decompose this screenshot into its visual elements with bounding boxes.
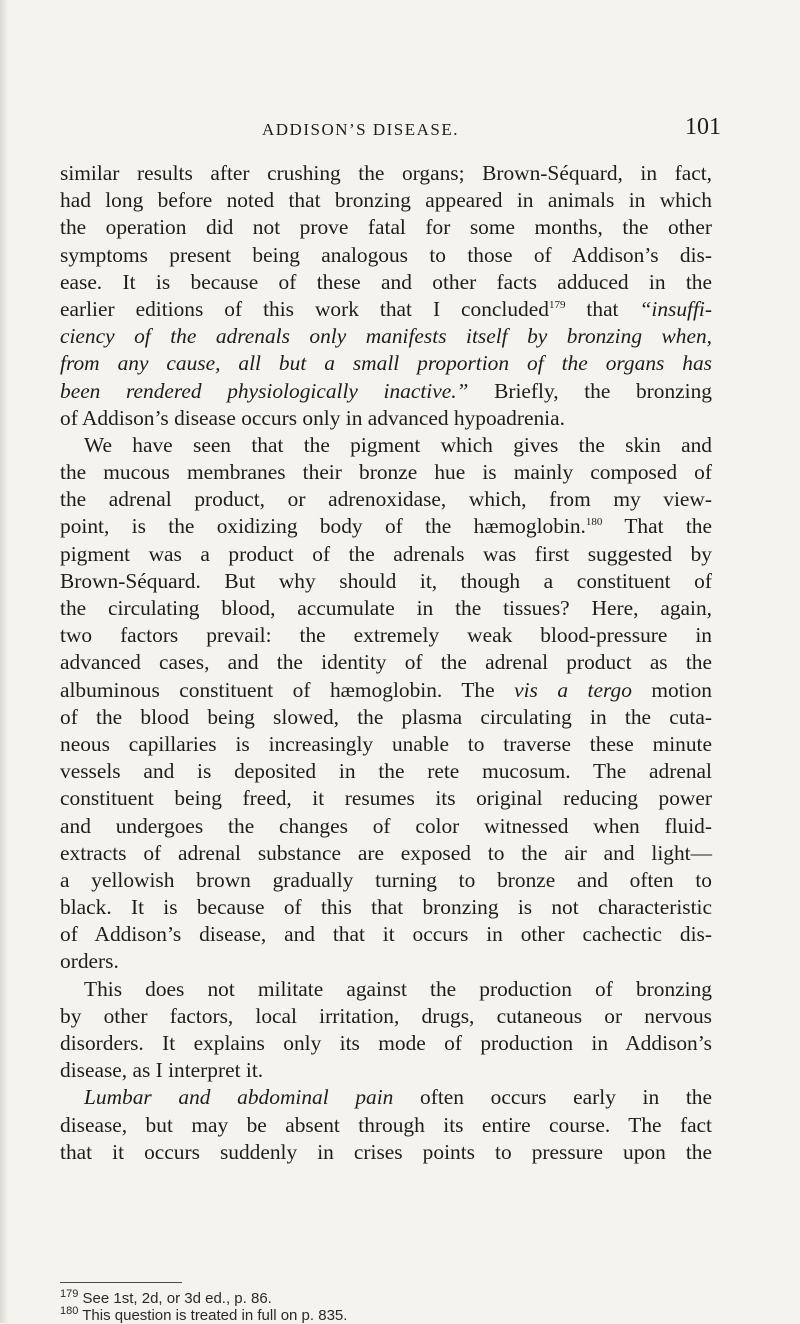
text-line: This does not militate against the production of bronzing xyxy=(84,976,712,1001)
running-title: ADDISON’S DISEASE. xyxy=(262,120,460,139)
text-line xyxy=(60,296,712,323)
text-line: the circulating blood, accumulate in the tissues? Here, again, xyxy=(60,596,712,620)
italic-quote: from any cause, all but a small proportion of the organs has xyxy=(60,351,712,376)
text-line: a yellowish brown gradually turning to bronze and often to xyxy=(60,867,712,892)
text-line: similar results after crushing the organs; Brown-Séquard, in fact, xyxy=(60,161,712,185)
text-line: pigment was a product of the adrenals was first suggested by xyxy=(60,541,712,566)
text-line-italic xyxy=(60,323,712,350)
text-line-italic xyxy=(60,350,712,377)
running-head xyxy=(0,114,800,144)
text-line: of Addison’s disease occurs only in advanced hypoadrenia. xyxy=(60,405,565,430)
text-line: and undergoes the changes of color witnessed when fluid- xyxy=(60,813,712,838)
footnote-divider xyxy=(60,1282,182,1283)
text-line: ease. It is because of these and other facts adduced in the xyxy=(60,269,712,294)
footnote-number: 179 xyxy=(60,1288,79,1300)
text-line: two factors prevail: the extremely weak blood-pressure in xyxy=(60,623,712,648)
text-line xyxy=(60,1084,712,1111)
footnote-ref-180: 180 xyxy=(585,516,603,529)
text-line: orders. xyxy=(60,949,119,974)
text-line: disease, as I interpret it. xyxy=(60,1058,264,1083)
text-line: that it occurs suddenly in crises points to pressure upon the xyxy=(60,1139,712,1164)
text-line xyxy=(60,513,712,540)
footnotes xyxy=(60,1290,760,1324)
text-line: the mucous membranes their bronze hue is mainly composed of xyxy=(60,460,712,485)
text-line: Brown-Séquard. But why should it, though a constituent of xyxy=(60,568,712,593)
italic-quote: ciency of the adrenals only manifests itself by bronzing when, xyxy=(60,324,712,349)
text-segment: albuminous constituent of hæmoglobin. The xyxy=(60,677,515,702)
text-segment: that xyxy=(565,296,640,321)
text-line: advanced cases, and the identity of the adrenal product as the xyxy=(60,650,712,675)
text-line xyxy=(60,378,712,405)
text-line xyxy=(60,677,712,704)
italic-heading: Lumbar and abdominal pain xyxy=(84,1085,394,1110)
footnote-ref-179: 179 xyxy=(548,298,566,311)
footnote-text: This question is treated in full on p. 835. xyxy=(82,1307,348,1324)
text-line: constituent being freed, it resumes its original reducing power xyxy=(60,786,712,811)
text-line: of Addison’s disease, and that it occurs in other cachectic dis- xyxy=(60,922,712,947)
italic-quote: “insuffi- xyxy=(639,296,712,321)
text-line: the operation did not prove fatal for some months, the other xyxy=(60,215,712,240)
text-line: neous capillaries is increasingly unable to traverse these minute xyxy=(60,731,712,756)
footnote-179 xyxy=(60,1290,760,1307)
page-number: 101 xyxy=(685,114,721,140)
text-line: of the blood being slowed, the plasma circulating in the cuta- xyxy=(60,704,712,729)
text-segment: motion xyxy=(631,677,712,702)
text-line: had long before noted that bronzing appeared in animals in which xyxy=(60,188,712,213)
body-text xyxy=(60,160,712,1166)
text-line: disorders. It explains only its mode of production in Addison’s xyxy=(60,1031,712,1055)
footnote-text: See 1st, 2d, or 3d ed., p. 86. xyxy=(82,1290,272,1307)
footnote-180 xyxy=(60,1307,760,1324)
text-line: the adrenal product, or adrenoxidase, which, from my view- xyxy=(60,487,712,512)
italic-phrase: vis a tergo xyxy=(514,677,632,702)
text-line: black. It is because of this that bronzing is not characteristic xyxy=(60,895,712,920)
text-segment: earlier editions of this work that I concluded xyxy=(60,296,549,321)
text-segment: That the xyxy=(602,514,712,539)
text-segment: point, is the oxidizing body of the hæmoglobin. xyxy=(60,514,586,539)
text-line: vessels and is deposited in the rete mucosum. The adrenal xyxy=(60,759,712,784)
footnote-number: 180 xyxy=(60,1305,79,1317)
text-line: disease, but may be absent through its entire course. The fact xyxy=(60,1112,712,1137)
text-line: We have seen that the pigment which gives the skin and xyxy=(84,432,712,457)
page-binding-shadow xyxy=(0,0,9,1323)
text-segment: often occurs early in the xyxy=(393,1085,712,1110)
italic-quote: been rendered physiologically inactive.” xyxy=(60,378,469,403)
text-line: symptoms present being analogous to those of Addison’s dis- xyxy=(60,242,712,267)
text-line: extracts of adrenal substance are exposed to the air and light— xyxy=(60,840,712,865)
text-segment: Briefly, the bronzing xyxy=(468,378,712,403)
text-line: by other factors, local irritation, drugs, cutaneous or nervous xyxy=(60,1003,712,1028)
